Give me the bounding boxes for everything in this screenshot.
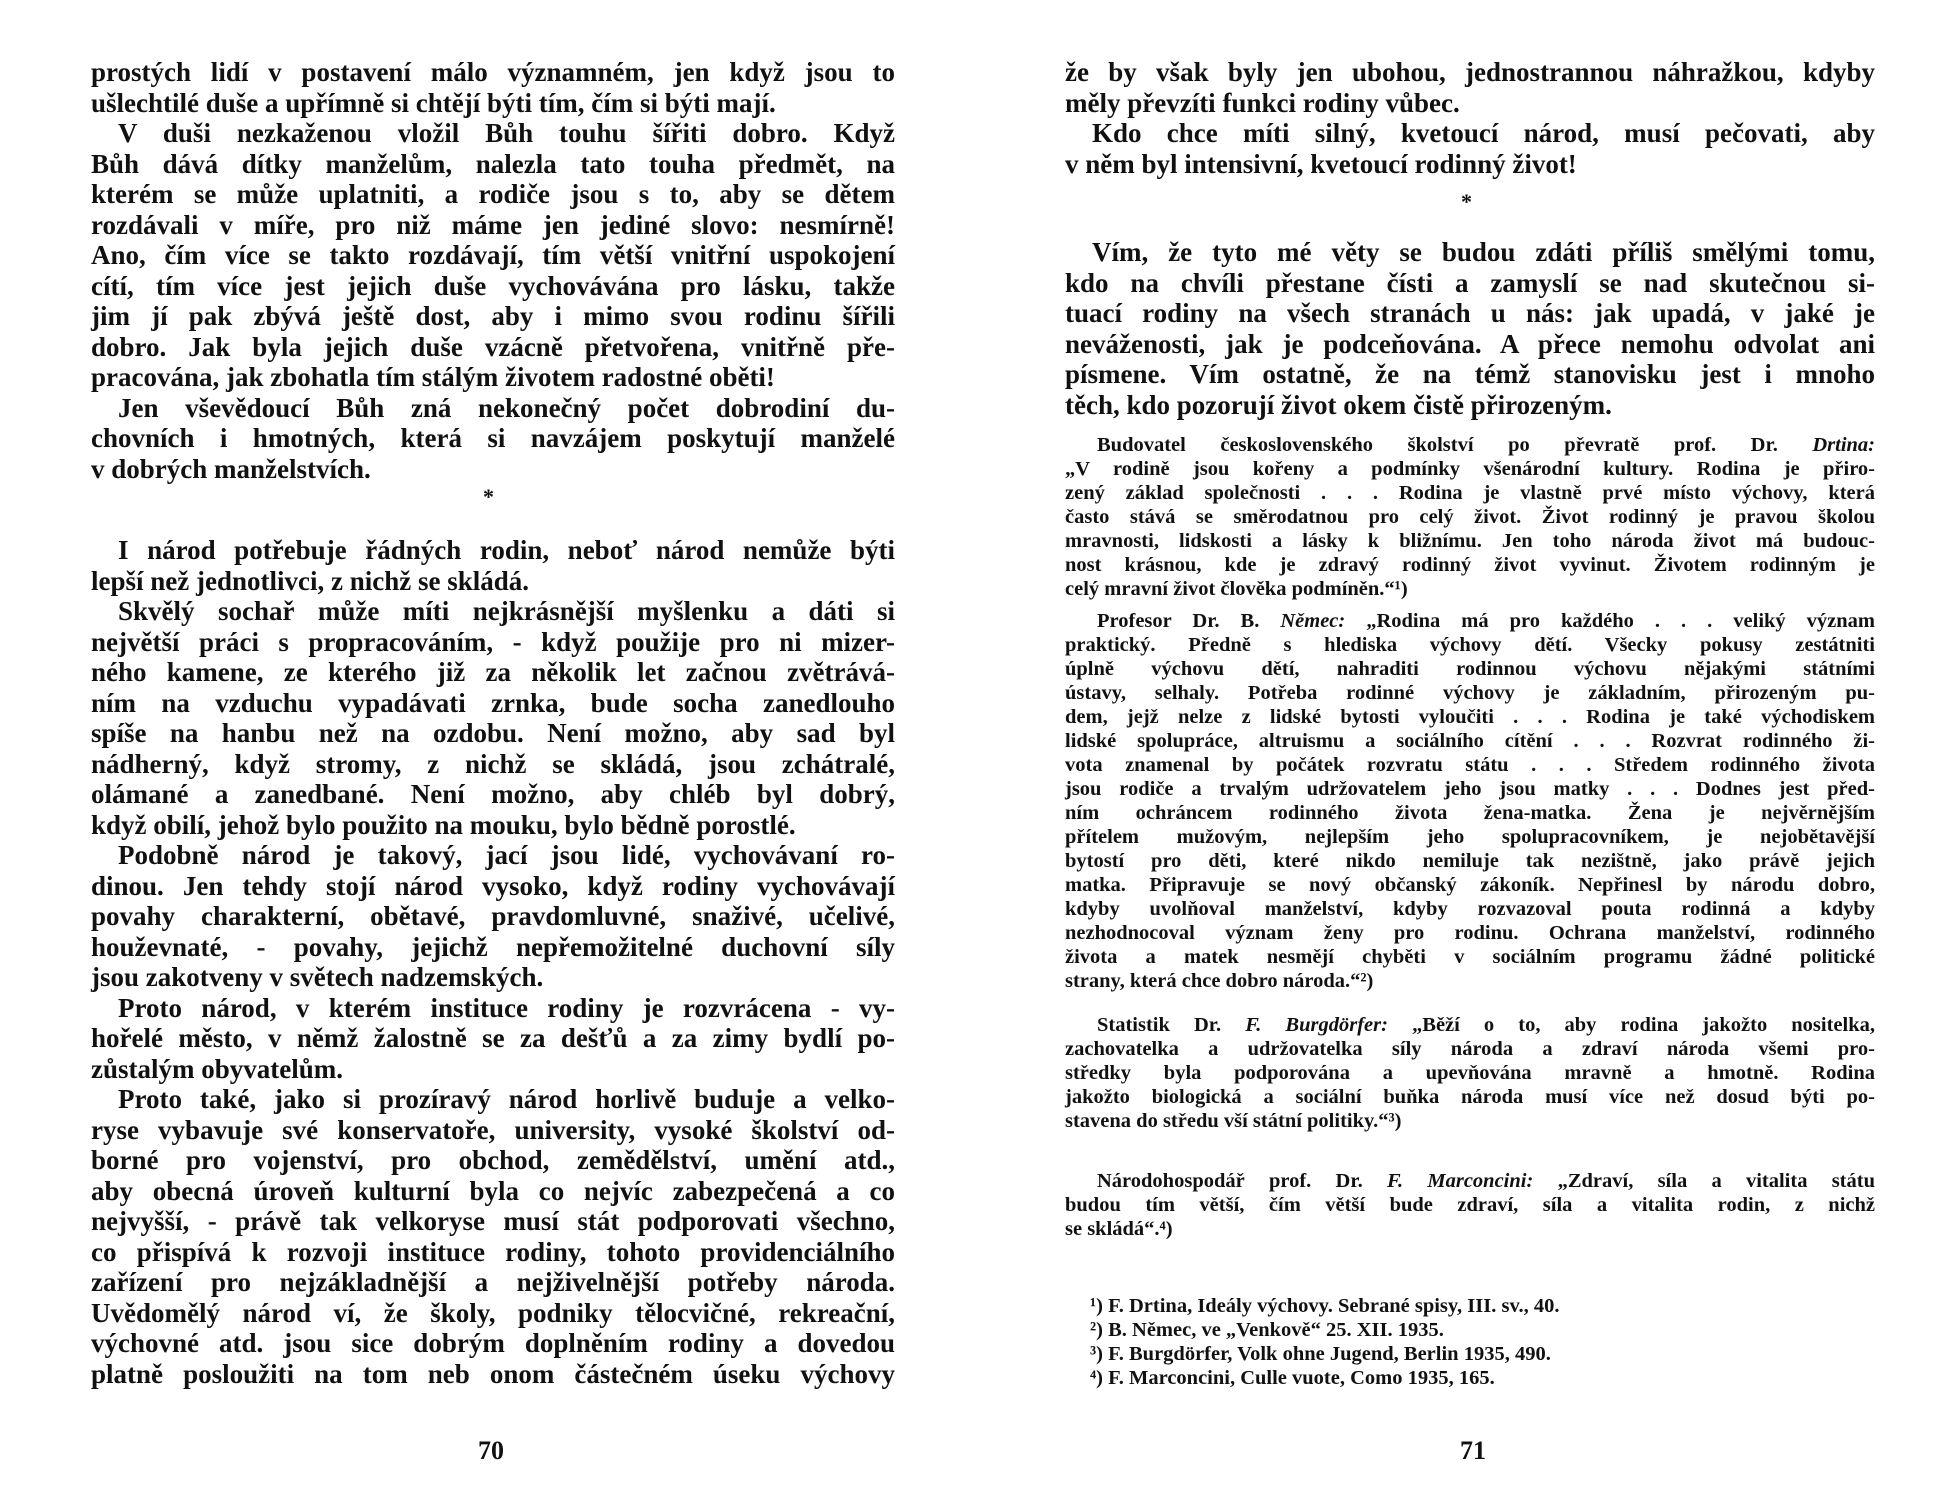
text-line: výchovné atd. jsou sice dobrým doplněním rodiny a dovedou [91, 1328, 895, 1358]
section-separator: * [1461, 189, 1472, 214]
text-line: strany, která chce dobro národa.“²) [1065, 970, 1374, 992]
text-line: přítelem mužovým, nejlepším jeho spolupracovníkem, je nejobětavější [1065, 826, 1875, 848]
text-line: měly převzíti funkci rodiny vůbec. [1065, 88, 1460, 118]
text-line: největší práci s propracováním, - když použije pro ni mizer- [91, 627, 895, 657]
text-line: úplně výchovu dětí, nahraditi rodinnou výchovu nějakými státními [1065, 658, 1875, 680]
text-line: Kdo chce míti silný, kvetoucí národ, musí pečovati, aby [1092, 118, 1875, 148]
text-line: kterém se může uplatniti, a rodiče jsou s to, aby se dětem [91, 179, 895, 209]
text-line: středky byla podporována a upevňována mravně a hmotně. Rodina [1065, 1062, 1875, 1084]
quoted-author: F. Burgdörfer: [1245, 1014, 1388, 1036]
text-line: spíše na hanbu než na ozdobu. Není možno, aby sad byl [91, 718, 895, 748]
text-line: nejvyšší, - právě tak velkoryse musí stát podporovati všechno, [91, 1206, 895, 1236]
text-line: zachovatelka a udržovatelka síly národa a zdraví národa všemi pro- [1065, 1038, 1875, 1060]
quoted-author: F. Marconcini: [1386, 1170, 1534, 1192]
text-line: jsou rodiče a trvalým udržovatelem jeho jsou matky . . . Dodnes jest před- [1065, 778, 1875, 800]
text-line: dem, jejž nelze z lidské bytosti vyloučiti . . . Rodina je také východiskem [1065, 706, 1875, 728]
text-line: Skvělý sochař může míti nejkrásnější myšlenku a dáti si [118, 596, 895, 626]
text-line: povahy charakterní, obětavé, pravdomluvné, snaživé, učelivé, [91, 901, 895, 931]
text-line: lepší než jednotlivci, z nichž se skládá. [91, 566, 529, 596]
text-line: chovních i hmotných, která si navzájem poskytují manželé [91, 423, 895, 453]
text-line: kdyby uvolňoval manželství, kdyby rozvazoval pouta rodinná a kdyby [1065, 898, 1875, 920]
right-page [970, 0, 1940, 1500]
text-line: když obilí, jehož bylo použito na mouku, bylo bědně porostlé. [91, 810, 796, 840]
quote-attribution [1097, 1169, 1875, 1193]
text-line: ušlechtilé duše a upřímně si chtějí býti tím, čím si býti mají. [91, 88, 776, 118]
quoted-author: Němec: [1280, 610, 1346, 632]
text-line: se skládá“.⁴) [1065, 1218, 1173, 1240]
text-line: bytostí pro děti, které nikdo nemiluje tak nezištně, jako právě jejich [1065, 850, 1875, 872]
text-line: ústavy, selhaly. Potřeba rodinné výchovy je základním, přirozeným pu- [1065, 682, 1875, 704]
text-line: nezhodnocoval význam ženy pro rodinu. Ochrana manželství, rodinného [1065, 922, 1875, 944]
text-line: Bůh dává dítky manželům, nalezla tato touha předmět, na [91, 149, 895, 179]
text-line: ného kamene, ze kterého již za několik let začnou zvětrává- [91, 657, 895, 687]
text-line: praktický. Předně s hlediska výchovy dětí. Všecky pokusy zestátniti [1065, 634, 1875, 656]
text-line: v dobrých manželstvích. [91, 454, 371, 484]
quote-attribution [1097, 1013, 1875, 1037]
quote-text: „Běží o to, aby rodina jakožto nositelka, [1387, 1014, 1875, 1036]
footnote: ³) F. Burgdörfer, Volk ohne Jugend, Berlin 1935, 490. [1090, 1343, 1551, 1365]
text-line: prostých lidí v postavení málo významném, jen když jsou to [91, 57, 895, 87]
text-line: ním ochráncem rodinného života žena-matka. Žena je nejvěrnějším [1065, 802, 1875, 824]
quote-text: Národohospodář prof. Dr. [1097, 1170, 1387, 1192]
quote-attribution [1097, 433, 1875, 457]
text-line: houževnaté, - povahy, jejichž nepřemožitelné duchovní síly [91, 932, 895, 962]
text-line: I národ potřebuje řádných rodin, neboť národ nemůže býti [118, 535, 895, 565]
text-line: zůstalým obyvatelům. [91, 1054, 343, 1084]
text-line: pracována, jak zbohatla tím stálým životem radostné oběti! [91, 362, 775, 392]
quote-attribution [1097, 609, 1875, 633]
text-line: ryse vybavuje své konservatoře, university, vysoké školství od- [91, 1115, 895, 1145]
text-line: budou tím větší, čím větší bude zdraví, síla a vitalita rodin, z nichž [1065, 1194, 1875, 1216]
text-line: v něm byl intensivní, kvetoucí rodinný život! [1065, 149, 1577, 179]
text-line: často stává se směrodatnou pro celý život. Život rodinný je pravou školou [1065, 506, 1875, 528]
quote-text: Profesor Dr. B. [1097, 610, 1281, 632]
page-number-left: 70 [478, 1436, 504, 1465]
text-line: jakožto biologická a sociální buňka národa musí více než dosud býti po- [1065, 1086, 1875, 1108]
text-line: tuací rodiny na všech stranách u nás: jak upadá, v jaké je [1065, 298, 1875, 328]
quote-text: Budovatel československého školství po převratě prof. Dr. [1097, 434, 1813, 456]
text-line: matka. Připravuje se nový občanský zákoník. Nepřinesl by národu dobro, [1065, 874, 1875, 896]
text-line: „V rodině jsou kořeny a podmínky všenárodní kultury. Rodina je přiro- [1065, 458, 1875, 480]
text-line: že by však byly jen ubohou, jednostrannou náhražkou, kdyby [1065, 57, 1875, 87]
text-line: nost krásnou, kde je zdravý rodinný život vyvinut. Životem rodinným je [1065, 554, 1875, 576]
text-line: života a matek nesmějí chyběti v sociálním programu žádné politické [1065, 946, 1875, 968]
text-line: nádherný, když stromy, z nichž se skládá, jsou zchátralé, [91, 749, 895, 779]
text-line: ním na vzduchu vypadávati zrnka, bude socha zanedlouho [91, 688, 895, 718]
text-line: jim jí pak zbývá ještě dost, aby i mimo svou rodinu šířili [91, 301, 895, 331]
text-line: dobro. Jak byla jejich duše vzácně přetvořena, vnitřně pře- [91, 332, 895, 362]
text-line: písmene. Vím ostatně, že na témž stanovisku jest i mnoho [1065, 359, 1875, 389]
footnote: ²) B. Němec, ve „Venkově“ 25. XII. 1935. [1090, 1319, 1444, 1341]
text-line: olámané a zanedbané. Není možno, aby chléb byl dobrý, [91, 779, 895, 809]
text-line: Jen vševědoucí Bůh zná nekonečný počet dobrodiní du- [118, 393, 895, 423]
text-line: zařízení pro nejzákladnější a nejživelnější potřeby národa. [91, 1267, 895, 1297]
quoted-author: Drtina: [1812, 434, 1875, 456]
text-line: Uvědomělý národ ví, že školy, podniky tělocvičné, rekreační, [91, 1298, 895, 1328]
text-line: zený základ společnosti . . . Rodina je vlastně prvé místo výchovy, která [1065, 482, 1875, 504]
text-line: těch, kdo pozorují život okem čistě přirozeným. [1065, 390, 1612, 420]
text-line: neváženosti, jak je podceňována. A přece nemohu odvolat ani [1065, 329, 1875, 359]
text-line: dinou. Jen tehdy stojí národ vysoko, když rodiny vychovávají [91, 871, 895, 901]
text-line: Vím, že tyto mé věty se budou zdáti příliš smělými tomu, [1092, 237, 1875, 267]
text-line: lidské spolupráce, altruismu a sociálního cítění . . . Rozvrat rodinného ži- [1065, 730, 1875, 752]
text-line: Proto také, jako si prozíravý národ horlivě buduje a velko- [118, 1084, 895, 1114]
text-line: platně posloužiti na tom neb onom částečném úseku výchovy [91, 1359, 895, 1389]
text-line: mravnosti, lidskosti a lásky k bližnímu. Jen toho národa život má budouc- [1065, 530, 1875, 552]
footnote: ¹) F. Drtina, Ideály výchovy. Sebrané spisy, III. sv., 40. [1090, 1295, 1560, 1317]
quote-text: „Zdraví, síla a vitalita státu [1533, 1170, 1875, 1192]
text-line: Ano, čím více se takto rozdávají, tím větší vnitřní uspokojení [91, 240, 895, 270]
page-number-right: 71 [1460, 1436, 1486, 1465]
text-line: Podobně národ je takový, jací jsou lidé, vychovávaní ro- [118, 840, 895, 870]
quote-text: Statistik Dr. [1097, 1014, 1246, 1036]
text-line: rozdávali v míře, pro niž máme jen jediné slovo: nesmírně! [91, 210, 895, 240]
text-line: Proto národ, v kterém instituce rodiny je rozvrácena - vy- [118, 993, 895, 1023]
text-line: kdo na chvíli přestane čísti a zamyslí se nad skutečnou si- [1065, 268, 1875, 298]
text-line: stavena do středu vší státní politiky.“³) [1065, 1110, 1402, 1132]
text-line: celý mravní život člověka podmíněn.“¹) [1065, 578, 1408, 600]
text-line: borné pro vojenství, pro obchod, zemědělství, umění atd., [91, 1145, 895, 1175]
text-line: aby obecná úroveň kulturní byla co nejvíc zabezpečená a co [91, 1176, 895, 1206]
section-separator: * [483, 484, 494, 509]
text-line: V duši nezkaženou vložil Bůh touhu šířiti dobro. Když [118, 118, 895, 148]
text-line: co přispívá k rozvoji instituce rodiny, tohoto providenciálního [91, 1237, 895, 1267]
footnote: ⁴) F. Marconcini, Culle vuote, Como 1935, 165. [1090, 1367, 1495, 1389]
text-line: cítí, tím více jest jejich duše vychovávána pro lásku, takže [91, 271, 895, 301]
text-line: jsou zakotveny v světech nadzemských. [91, 962, 544, 992]
text-line: hořelé město, v němž žalostně se za dešťů a za zimy bydlí po- [91, 1023, 895, 1053]
text-line: vota znamenal by počátek rozvratu státu . . . Středem rodinného života [1065, 754, 1875, 776]
quote-text: „Rodina má pro každého . . . veliký význam [1345, 610, 1875, 632]
